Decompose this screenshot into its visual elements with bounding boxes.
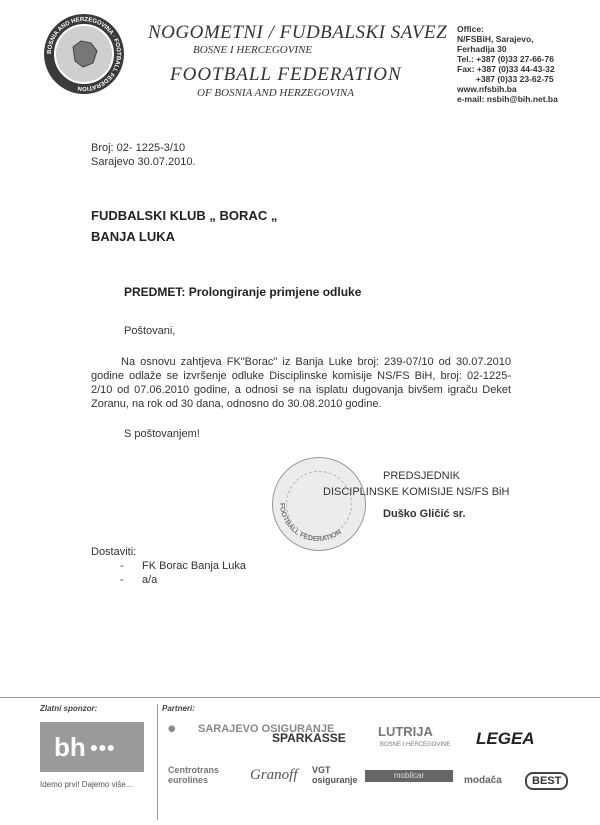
- footer-divider: [0, 697, 600, 698]
- reference-date: Sarajevo 30.07.2010.: [91, 156, 196, 168]
- sponsor-centrotrans: Centrotrans eurolines: [168, 765, 220, 785]
- reference-number: Broj: 02- 1225-3/10: [91, 142, 186, 154]
- sponsor-mobilcar: mobilcar: [365, 770, 453, 782]
- sponsor-legea: LEGEA: [476, 729, 535, 748]
- recipient-line-2: BANJA LUKA: [91, 229, 176, 244]
- sponsor-sarajevo-icon: ✺: [168, 724, 176, 734]
- distribution-item: - a/a: [120, 574, 158, 586]
- greeting: Poštovani,: [124, 325, 176, 337]
- office-line: +387 (0)33 23-62-75: [457, 74, 554, 84]
- distribution-label: Dostaviti:: [91, 546, 137, 558]
- signature-title-1: PREDSJEDNIK: [383, 470, 461, 482]
- sponsor-lutrija: LUTRIJA: [378, 724, 433, 739]
- sponsor-lutrija-sub: BOSNE I HERCEGOVINE: [380, 742, 451, 748]
- office-line: e-mail: nsbih@bih.net.ba: [457, 94, 558, 104]
- subject-text: Prolongiranje primjene odluke: [188, 285, 362, 299]
- subject-label: PREDMET:: [124, 285, 186, 299]
- sponsor-sparkasse: SPARKASSE: [272, 731, 346, 745]
- closing: S poštovanjem!: [124, 428, 200, 440]
- distribution-item: - FK Borac Banja Luka: [120, 560, 246, 572]
- stamp-text: FOOTBALL FEDERATION: [277, 502, 343, 544]
- gold-sponsor-logo: [40, 722, 144, 772]
- signature-name: Duško Gličić sr.: [383, 508, 466, 520]
- signature-title-2: DISCIPLINSKE KOMISIJE NS/FS BiH: [323, 486, 510, 498]
- office-line: N/FSBiH, Sarajevo,: [457, 34, 534, 44]
- body-text: Na osnovu zahtjeva FK"Borac" iz Banja Luke broj: 239-07/10 od 30.07.2010 godine odlaže se izvršenje odluke Disciplinske komisije NS/FS BiH, broj: 02-1225-2/10 od 07.06.2010 godine, a odnosi se na isplatu dugovanja bivšem igraču Deket Zoranu, na rok od 30 dana, odnosno do 30.08.2010 godine.: [91, 356, 511, 410]
- federation-logo: [44, 14, 124, 94]
- header-line-2: BOSNE I HERCEGOVINE: [193, 44, 313, 56]
- sponsor-best: BEST: [525, 772, 568, 790]
- body-paragraph: [91, 355, 511, 411]
- recipient: [91, 205, 277, 247]
- sponsor-granoff: Granoff: [250, 767, 298, 783]
- office-line: Tel.: +387 (0)33 27-66-76: [457, 54, 554, 64]
- gold-sponsor-name: bh: [54, 731, 86, 762]
- sponsor-sarajevo: SARAJEVO OSIGURANJE: [198, 723, 335, 735]
- logo-text: BOSNIA AND HERZEGOVINA · FOOTBALL FEDERATION: [46, 16, 122, 92]
- sponsor-modaca: modača: [464, 775, 502, 786]
- header-line-3: FOOTBALL FEDERATION: [170, 64, 402, 85]
- office-line: Fax: +387 (0)33 44-43-32: [457, 64, 555, 74]
- distribution-item-text: FK Borac Banja Luka: [142, 560, 246, 572]
- recipient-line-1: FUDBALSKI KLUB „ BORAC „: [91, 208, 278, 223]
- gold-sponsor-slogan: Idemo prvi! Dajemo više...: [40, 780, 133, 789]
- svg-text:FOOTBALL FEDERATION: [278, 503, 343, 543]
- office-line: www.nfsbih.ba: [457, 84, 517, 94]
- distribution-item-text: a/a: [142, 574, 158, 586]
- office-contact: [457, 24, 558, 104]
- office-line: Office:: [457, 24, 484, 34]
- header-line-1: NOGOMETNI / FUDBALSKI SAVEZ: [148, 22, 448, 43]
- dots-icon: ●●●: [89, 739, 116, 755]
- footer-vertical-divider: [157, 704, 158, 820]
- gold-sponsor-label: Zlatni sponzor:: [40, 704, 98, 713]
- office-line: Ferhadija 30: [457, 44, 507, 54]
- header-line-4: OF BOSNIA AND HERZEGOVINA: [197, 87, 354, 99]
- subject: [124, 285, 361, 299]
- stamp-ring-text: [272, 457, 364, 549]
- logo-ring: [44, 14, 124, 94]
- svg-text:BOSNIA AND HERZEGOVINA · FOOTB: [47, 17, 121, 91]
- partners-label: Partneri:: [162, 704, 195, 713]
- sponsor-vgt: VGT osiguranje: [312, 765, 358, 785]
